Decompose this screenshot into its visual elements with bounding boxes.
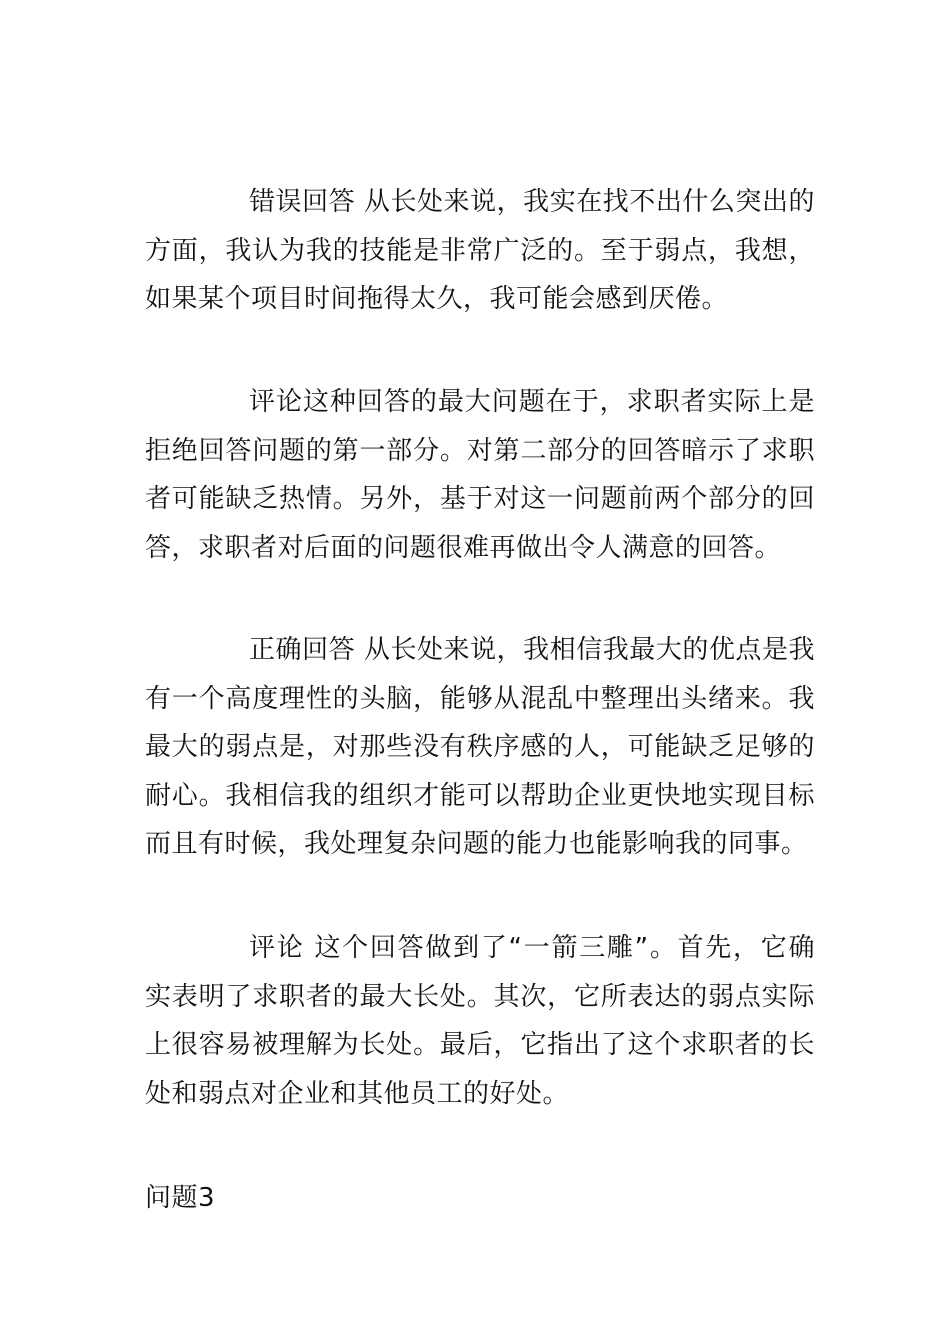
paragraph-correct-answer: 正确回答 从长处来说，我相信我最大的优点是我有一个高度理性的头脑，能够从混乱中整理出头绪来。我最大的弱点是，对那些没有秩序感的人，可能缺乏足够的耐心。我相信我的组织才能可以帮助企业更快地实现目标而且有时候，我处理复杂问题的能力也能影响我的同事。 xyxy=(145,635,815,859)
paragraph-wrong-answer: 错误回答 从长处来说，我实在找不出什么突出的方面，我认为我的技能是非常广泛的。至于弱点，我想，如果某个项目时间拖得太久，我可能会感到厌倦。 xyxy=(145,187,815,314)
paragraph-comment-2: 评论 这个回答做到了“一箭三雕”。首先，它确实表明了求职者的最大长处。其次，它所表达的弱点实际上很容易被理解为长处。最后，它指出了这个求职者的长处和弱点对企业和其他员工的好处。 xyxy=(145,933,815,1109)
paragraph-comment-1: 评论这种回答的最大问题在于，求职者实际上是拒绝回答问题的第一部分。对第二部分的回答暗示了求职者可能缺乏热情。另外，基于对这一问题前两个部分的回答，求职者对后面的问题很难再做出令人满意的回答。 xyxy=(145,387,815,563)
section-heading: 问题3 xyxy=(145,1183,216,1213)
